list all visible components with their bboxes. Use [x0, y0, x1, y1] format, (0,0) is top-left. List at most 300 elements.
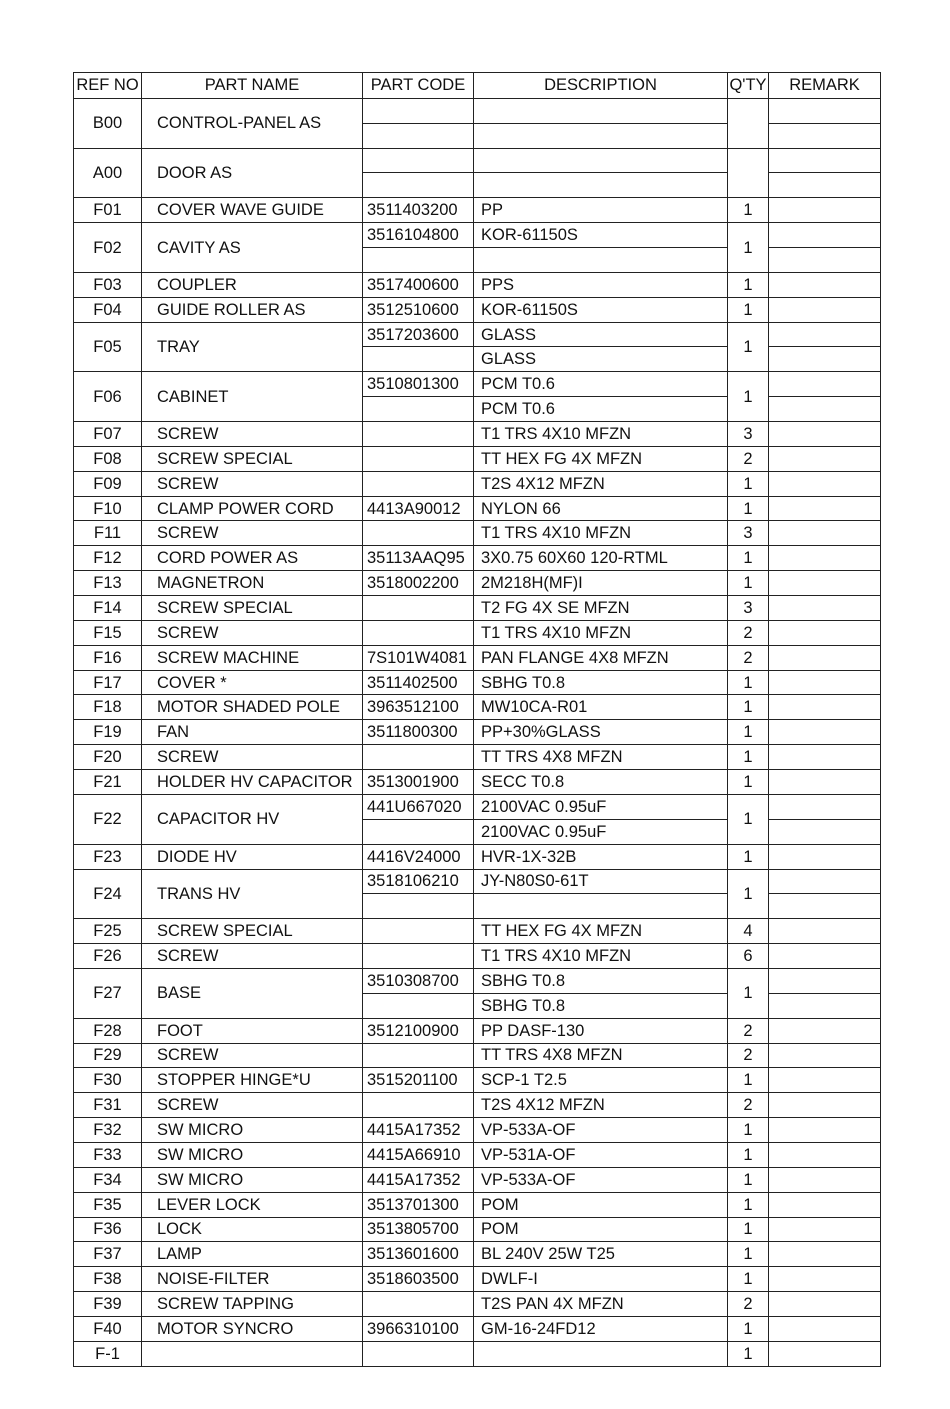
description-cell: HVR-1X-32B [474, 844, 728, 869]
remark-cell [769, 695, 881, 720]
table-row [74, 720, 881, 745]
part-name-cell: SCREW [142, 521, 363, 546]
description-cell: T1 TRS 4X10 MFZN [474, 422, 728, 447]
part-name-cell [142, 1341, 363, 1366]
remark-cell [769, 1018, 881, 1043]
part-code-cell [363, 993, 474, 1018]
qty-cell: 1 [728, 1217, 769, 1242]
qty-cell: 1 [728, 770, 769, 795]
part-code-cell [363, 248, 474, 273]
table-row [74, 844, 881, 869]
table-row [74, 1142, 881, 1167]
remark-cell [769, 894, 881, 919]
ref-no-cell: F11 [74, 521, 142, 546]
part-code-cell: 441U667020 [363, 794, 474, 819]
description-cell: SECC T0.8 [474, 770, 728, 795]
part-name-cell: SCREW [142, 471, 363, 496]
part-name-cell: COVER * [142, 670, 363, 695]
part-code-cell [363, 1093, 474, 1118]
qty-cell: 1 [728, 745, 769, 770]
ref-no-cell: F01 [74, 198, 142, 223]
remark-cell [769, 272, 881, 297]
table-row [74, 770, 881, 795]
part-name-cell: FAN [142, 720, 363, 745]
remark-cell [769, 745, 881, 770]
part-name-cell: TRANS HV [142, 869, 363, 919]
ref-no-cell: F39 [74, 1292, 142, 1317]
part-name-cell: NOISE-FILTER [142, 1267, 363, 1292]
table-row [74, 1018, 881, 1043]
remark-cell [769, 670, 881, 695]
table-row [74, 1316, 881, 1341]
description-cell [474, 98, 728, 123]
part-name-cell: MOTOR SHADED POLE [142, 695, 363, 720]
qty-cell: 1 [728, 1142, 769, 1167]
part-code-cell [363, 397, 474, 422]
part-code-cell: 3963512100 [363, 695, 474, 720]
table-row [74, 1217, 881, 1242]
part-code-cell: 3510308700 [363, 968, 474, 993]
qty-cell: 1 [728, 571, 769, 596]
part-code-cell: 35113AAQ95 [363, 546, 474, 571]
description-cell: DWLF-I [474, 1267, 728, 1292]
table-row [74, 546, 881, 571]
part-code-cell [363, 148, 474, 173]
ref-no-cell: F26 [74, 944, 142, 969]
part-code-cell [363, 471, 474, 496]
ref-no-cell: F40 [74, 1316, 142, 1341]
part-code-cell: 3511800300 [363, 720, 474, 745]
remark-cell [769, 819, 881, 844]
table-row [74, 98, 881, 123]
header-description: DESCRIPTION [474, 73, 728, 99]
description-cell: VP-531A-OF [474, 1142, 728, 1167]
remark-cell [769, 1242, 881, 1267]
part-code-cell: 4416V24000 [363, 844, 474, 869]
description-cell: 2100VAC 0.95uF [474, 819, 728, 844]
qty-cell: 3 [728, 521, 769, 546]
table-row [74, 272, 881, 297]
remark-cell [769, 496, 881, 521]
table-row [74, 198, 881, 223]
part-code-cell: 3513701300 [363, 1192, 474, 1217]
qty-cell: 2 [728, 446, 769, 471]
description-cell: SBHG T0.8 [474, 968, 728, 993]
part-code-cell [363, 422, 474, 447]
part-code-cell [363, 1043, 474, 1068]
table-row [74, 521, 881, 546]
qty-cell: 1 [728, 869, 769, 919]
description-cell: 2100VAC 0.95uF [474, 794, 728, 819]
description-cell: GM-16-24FD12 [474, 1316, 728, 1341]
part-code-cell: 3518002200 [363, 571, 474, 596]
description-cell: PPS [474, 272, 728, 297]
remark-cell [769, 596, 881, 621]
qty-cell: 2 [728, 620, 769, 645]
remark-cell [769, 645, 881, 670]
remark-cell [769, 993, 881, 1018]
description-cell: T1 TRS 4X10 MFZN [474, 944, 728, 969]
table-row [74, 919, 881, 944]
description-cell: KOR-61150S [474, 223, 728, 248]
remark-cell [769, 471, 881, 496]
part-name-cell: HOLDER HV CAPACITOR [142, 770, 363, 795]
ref-no-cell: B00 [74, 98, 142, 148]
qty-cell: 1 [728, 471, 769, 496]
part-code-cell: 4415A17352 [363, 1118, 474, 1143]
description-cell [474, 894, 728, 919]
qty-cell: 1 [728, 1242, 769, 1267]
header-part-name: PART NAME [142, 73, 363, 99]
part-code-cell [363, 620, 474, 645]
part-code-cell [363, 446, 474, 471]
part-code-cell: 3515201100 [363, 1068, 474, 1093]
remark-cell [769, 248, 881, 273]
remark-cell [769, 148, 881, 173]
part-name-cell: SW MICRO [142, 1142, 363, 1167]
part-code-cell [363, 819, 474, 844]
remark-cell [769, 1267, 881, 1292]
qty-cell [728, 148, 769, 198]
ref-no-cell: F25 [74, 919, 142, 944]
qty-cell: 1 [728, 1068, 769, 1093]
table-row [74, 745, 881, 770]
part-name-cell: CAVITY AS [142, 223, 363, 273]
part-code-cell: 4413A90012 [363, 496, 474, 521]
qty-cell: 2 [728, 1093, 769, 1118]
qty-cell: 3 [728, 596, 769, 621]
part-code-cell: 3518106210 [363, 869, 474, 894]
part-code-cell [363, 919, 474, 944]
ref-no-cell: F21 [74, 770, 142, 795]
remark-cell [769, 794, 881, 819]
part-name-cell: SCREW TAPPING [142, 1292, 363, 1317]
remark-cell [769, 198, 881, 223]
remark-cell [769, 397, 881, 422]
part-code-cell [363, 596, 474, 621]
part-name-cell: SCREW SPECIAL [142, 596, 363, 621]
description-cell: TT HEX FG 4X MFZN [474, 446, 728, 471]
part-code-cell: 3517400600 [363, 272, 474, 297]
remark-cell [769, 446, 881, 471]
part-name-cell: STOPPER HINGE*U [142, 1068, 363, 1093]
qty-cell: 1 [728, 695, 769, 720]
remark-cell [769, 770, 881, 795]
description-cell: T2S 4X12 MFZN [474, 471, 728, 496]
table-row [74, 372, 881, 397]
part-code-cell: 4415A66910 [363, 1142, 474, 1167]
table-row [74, 1242, 881, 1267]
table-row [74, 297, 881, 322]
remark-cell [769, 1316, 881, 1341]
qty-cell: 1 [728, 1341, 769, 1366]
part-name-cell: LEVER LOCK [142, 1192, 363, 1217]
part-name-cell: SCREW [142, 620, 363, 645]
part-code-cell: 3513001900 [363, 770, 474, 795]
description-cell: PP DASF-130 [474, 1018, 728, 1043]
description-cell: T1 TRS 4X10 MFZN [474, 521, 728, 546]
description-cell: PAN FLANGE 4X8 MFZN [474, 645, 728, 670]
ref-no-cell: F02 [74, 223, 142, 273]
ref-no-cell: F07 [74, 422, 142, 447]
part-code-cell [363, 1341, 474, 1366]
qty-cell: 1 [728, 223, 769, 273]
qty-cell: 3 [728, 422, 769, 447]
part-name-cell: LAMP [142, 1242, 363, 1267]
remark-cell [769, 1192, 881, 1217]
part-code-cell [363, 745, 474, 770]
part-code-cell: 3513805700 [363, 1217, 474, 1242]
part-name-cell: DOOR AS [142, 148, 363, 198]
part-name-cell: SCREW SPECIAL [142, 446, 363, 471]
part-name-cell: SCREW [142, 1093, 363, 1118]
table-row [74, 1167, 881, 1192]
ref-no-cell: F29 [74, 1043, 142, 1068]
ref-no-cell: F36 [74, 1217, 142, 1242]
qty-cell: 1 [728, 297, 769, 322]
description-cell: PCM T0.6 [474, 372, 728, 397]
ref-no-cell: F27 [74, 968, 142, 1018]
description-cell: T2 FG 4X SE MFZN [474, 596, 728, 621]
table-row [74, 1341, 881, 1366]
part-code-cell: 3966310100 [363, 1316, 474, 1341]
table-row [74, 1043, 881, 1068]
remark-cell [769, 1142, 881, 1167]
ref-no-cell: F20 [74, 745, 142, 770]
remark-cell [769, 571, 881, 596]
part-name-cell: GUIDE ROLLER AS [142, 297, 363, 322]
remark-cell [769, 1043, 881, 1068]
table-row [74, 695, 881, 720]
qty-cell: 1 [728, 794, 769, 844]
ref-no-cell: F35 [74, 1192, 142, 1217]
table-row [74, 968, 881, 993]
ref-no-cell: F32 [74, 1118, 142, 1143]
remark-cell [769, 322, 881, 347]
remark-cell [769, 844, 881, 869]
ref-no-cell: F13 [74, 571, 142, 596]
ref-no-cell: F05 [74, 322, 142, 372]
qty-cell: 6 [728, 944, 769, 969]
ref-no-cell: F-1 [74, 1341, 142, 1366]
table-row [74, 794, 881, 819]
description-cell: 3X0.75 60X60 120-RTML [474, 546, 728, 571]
qty-cell: 1 [728, 496, 769, 521]
description-cell: POM [474, 1192, 728, 1217]
remark-cell [769, 968, 881, 993]
table-row [74, 1192, 881, 1217]
ref-no-cell: F37 [74, 1242, 142, 1267]
remark-cell [769, 98, 881, 123]
remark-cell [769, 1341, 881, 1366]
description-cell: TT HEX FG 4X MFZN [474, 919, 728, 944]
header-ref-no: REF NO [74, 73, 142, 99]
ref-no-cell: F14 [74, 596, 142, 621]
qty-cell: 1 [728, 1267, 769, 1292]
description-cell: TT TRS 4X8 MFZN [474, 745, 728, 770]
description-cell: T1 TRS 4X10 MFZN [474, 620, 728, 645]
ref-no-cell: F03 [74, 272, 142, 297]
ref-no-cell: A00 [74, 148, 142, 198]
qty-cell: 1 [728, 272, 769, 297]
part-name-cell: SW MICRO [142, 1118, 363, 1143]
part-code-cell [363, 944, 474, 969]
description-cell: PP+30%GLASS [474, 720, 728, 745]
remark-cell [769, 1217, 881, 1242]
part-code-cell: 3510801300 [363, 372, 474, 397]
qty-cell: 1 [728, 670, 769, 695]
remark-cell [769, 546, 881, 571]
description-cell: BL 240V 25W T25 [474, 1242, 728, 1267]
part-name-cell: SCREW SPECIAL [142, 919, 363, 944]
part-name-cell: TRAY [142, 322, 363, 372]
header-part-code: PART CODE [363, 73, 474, 99]
ref-no-cell: F23 [74, 844, 142, 869]
remark-cell [769, 297, 881, 322]
part-name-cell: COVER WAVE GUIDE [142, 198, 363, 223]
part-name-cell: SW MICRO [142, 1167, 363, 1192]
description-cell [474, 248, 728, 273]
table-row [74, 471, 881, 496]
part-name-cell: SCREW [142, 1043, 363, 1068]
part-name-cell: CORD POWER AS [142, 546, 363, 571]
ref-no-cell: F33 [74, 1142, 142, 1167]
qty-cell: 1 [728, 844, 769, 869]
ref-no-cell: F18 [74, 695, 142, 720]
remark-cell [769, 944, 881, 969]
description-cell: SCP-1 T2.5 [474, 1068, 728, 1093]
description-cell: 2M218H(MF)I [474, 571, 728, 596]
ref-no-cell: F04 [74, 297, 142, 322]
table-row [74, 571, 881, 596]
table-row [74, 148, 881, 173]
part-code-cell: 3511403200 [363, 198, 474, 223]
part-name-cell: CLAMP POWER CORD [142, 496, 363, 521]
part-name-cell: DIODE HV [142, 844, 363, 869]
parts-list-table [73, 72, 881, 1367]
remark-cell [769, 347, 881, 372]
part-name-cell: SCREW MACHINE [142, 645, 363, 670]
description-cell [474, 148, 728, 173]
qty-cell: 1 [728, 1316, 769, 1341]
remark-cell [769, 372, 881, 397]
qty-cell: 1 [728, 968, 769, 1018]
description-cell: POM [474, 1217, 728, 1242]
ref-no-cell: F16 [74, 645, 142, 670]
remark-cell [769, 123, 881, 148]
description-cell [474, 1341, 728, 1366]
header-qty: Q'TY [728, 73, 769, 99]
description-cell: PP [474, 198, 728, 223]
qty-cell: 1 [728, 546, 769, 571]
description-cell [474, 123, 728, 148]
part-name-cell: SCREW [142, 745, 363, 770]
description-cell: NYLON 66 [474, 496, 728, 521]
qty-cell: 2 [728, 1018, 769, 1043]
ref-no-cell: F38 [74, 1267, 142, 1292]
description-cell: VP-533A-OF [474, 1167, 728, 1192]
description-cell: T2S PAN 4X MFZN [474, 1292, 728, 1317]
remark-cell [769, 1118, 881, 1143]
ref-no-cell: F15 [74, 620, 142, 645]
part-code-cell [363, 1292, 474, 1317]
table-row [74, 1292, 881, 1317]
qty-cell: 1 [728, 1192, 769, 1217]
qty-cell: 4 [728, 919, 769, 944]
table-row [74, 869, 881, 894]
table-row [74, 446, 881, 471]
ref-no-cell: F09 [74, 471, 142, 496]
ref-no-cell: F08 [74, 446, 142, 471]
remark-cell [769, 1068, 881, 1093]
description-cell: JY-N80S0-61T [474, 869, 728, 894]
part-name-cell: MOTOR SYNCRO [142, 1316, 363, 1341]
description-cell: GLASS [474, 347, 728, 372]
part-name-cell: BASE [142, 968, 363, 1018]
description-cell: MW10CA-R01 [474, 695, 728, 720]
qty-cell [728, 98, 769, 148]
description-cell: KOR-61150S [474, 297, 728, 322]
part-code-cell: 3512510600 [363, 297, 474, 322]
part-name-cell: SCREW [142, 944, 363, 969]
part-code-cell: 3517203600 [363, 322, 474, 347]
header-row [74, 73, 881, 99]
table-row [74, 1118, 881, 1143]
remark-cell [769, 869, 881, 894]
qty-cell: 1 [728, 1167, 769, 1192]
remark-cell [769, 173, 881, 198]
remark-cell [769, 422, 881, 447]
part-code-cell: 3513601600 [363, 1242, 474, 1267]
ref-no-cell: F28 [74, 1018, 142, 1043]
remark-cell [769, 1292, 881, 1317]
qty-cell: 2 [728, 1043, 769, 1068]
ref-no-cell: F31 [74, 1093, 142, 1118]
table-row [74, 944, 881, 969]
part-code-cell: 7S101W4081 [363, 645, 474, 670]
part-code-cell [363, 521, 474, 546]
description-cell: TT TRS 4X8 MFZN [474, 1043, 728, 1068]
part-code-cell [363, 894, 474, 919]
remark-cell [769, 223, 881, 248]
part-name-cell: MAGNETRON [142, 571, 363, 596]
part-code-cell: 3512100900 [363, 1018, 474, 1043]
part-code-cell [363, 347, 474, 372]
qty-cell: 1 [728, 372, 769, 422]
part-code-cell: 3518603500 [363, 1267, 474, 1292]
qty-cell: 1 [728, 198, 769, 223]
table-row [74, 620, 881, 645]
part-code-cell [363, 173, 474, 198]
part-name-cell: CONTROL-PANEL AS [142, 98, 363, 148]
description-cell [474, 173, 728, 198]
ref-no-cell: F24 [74, 869, 142, 919]
part-name-cell: CABINET [142, 372, 363, 422]
remark-cell [769, 620, 881, 645]
description-cell: SBHG T0.8 [474, 670, 728, 695]
table-row [74, 1093, 881, 1118]
table-row [74, 422, 881, 447]
remark-cell [769, 1093, 881, 1118]
ref-no-cell: F12 [74, 546, 142, 571]
description-cell: SBHG T0.8 [474, 993, 728, 1018]
ref-no-cell: F10 [74, 496, 142, 521]
ref-no-cell: F19 [74, 720, 142, 745]
part-code-cell [363, 123, 474, 148]
parts-list-body [74, 98, 881, 1366]
part-code-cell: 3516104800 [363, 223, 474, 248]
qty-cell: 1 [728, 1118, 769, 1143]
